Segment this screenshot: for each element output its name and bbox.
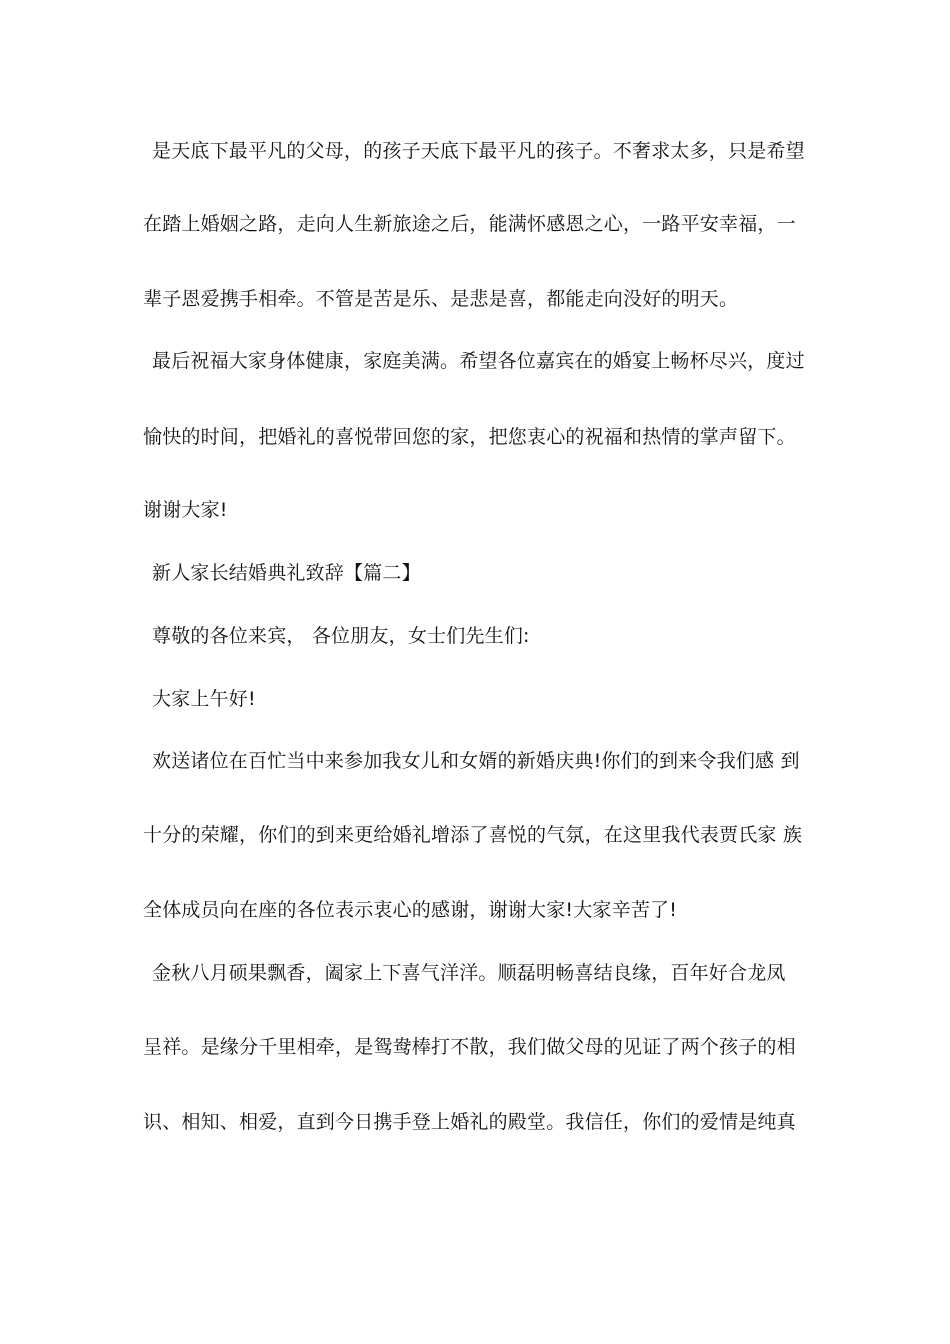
paragraph-line-5: 愉快的时间，把婚礼的喜悦带回您的家，把您衷心的祝福和热情的掌声留下。 [143, 426, 796, 448]
paragraph-line-14: 呈祥。是缘分千里相牵，是鸳鸯棒打不散，我们做父母的见证了两个孩子的相 [143, 1036, 796, 1058]
paragraph-line-4: 最后祝福大家身体健康，家庭美满。希望各位嘉宾在的婚宴上畅杯尽兴，度过 [152, 350, 805, 372]
paragraph-line-10: 欢送诸位在百忙当中来参加我女儿和女婿的新婚庆典!你们的到来令我们感 到 [152, 750, 800, 772]
paragraph-line-1: 是天底下最平凡的父母，的孩子天底下最平凡的孩子。不奢求太多，只是希望 [152, 140, 805, 162]
greeting-line: 大家上午好! [152, 688, 256, 710]
paragraph-line-6: 谢谢大家! [143, 499, 228, 521]
paragraph-line-15: 识、相知、相爱，直到今日携手登上婚礼的殿堂。我信任，你们的爱情是纯真 [143, 1111, 796, 1133]
paragraph-line-2: 在踏上婚姻之路，走向人生新旅途之后，能满怀感恩之心，一路平安幸福，一 [143, 213, 796, 235]
section-heading: 新人家长结婚典礼致辞【篇二】 [152, 562, 421, 584]
salutation-line: 尊敬的各位来宾， 各位朋友，女士们先生们: [152, 625, 530, 647]
paragraph-line-11: 十分的荣耀，你们的到来更给婚礼增添了喜悦的气氛，在这里我代表贾氏家 族 [143, 824, 803, 846]
paragraph-line-3: 辈子恩爱携手相牵。不管是苦是乐、是悲是喜，都能走向没好的明天。 [143, 288, 739, 310]
paragraph-line-13: 金秋八月硕果飘香，阖家上下喜气洋洋。顺磊明畅喜结良缘，百年好合龙凤 [152, 962, 786, 984]
paragraph-line-12: 全体成员向在座的各位表示衷心的感谢，谢谢大家!大家辛苦了! [143, 899, 678, 921]
